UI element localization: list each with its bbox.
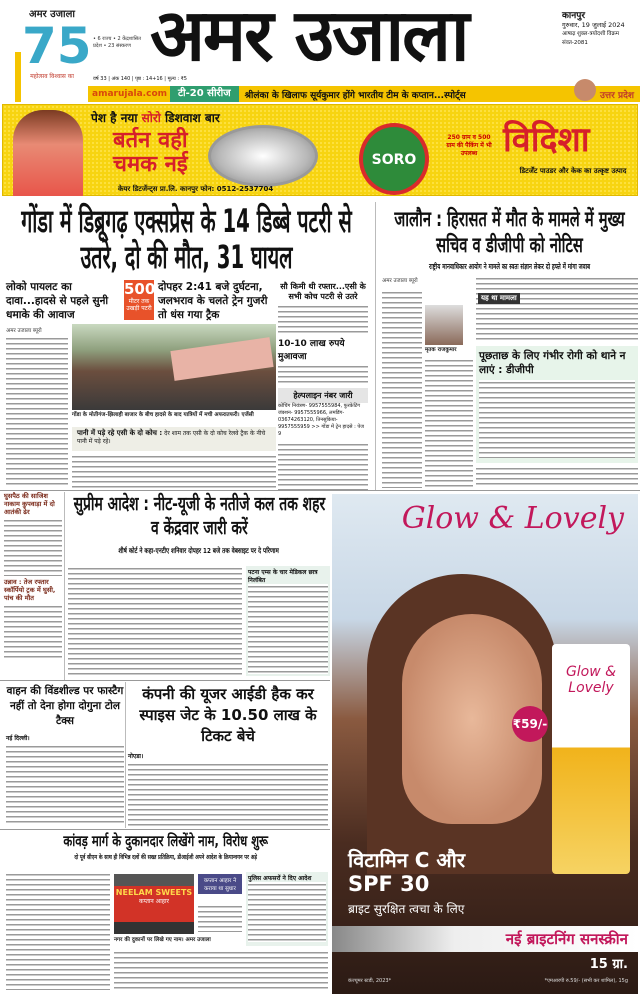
edition-meta (93, 36, 149, 50)
ad-intro: पेश है नया सोरो डिशवाश बार (91, 111, 220, 125)
column-divider (64, 492, 65, 680)
article-body (4, 518, 62, 576)
supreme-headline[interactable]: सुप्रीम आदेश : नीट-यूजी के नतीजे कल तक शहर व केंद्रवार जारी करें (73, 493, 326, 539)
lead-headline[interactable]: गोंडा में डिब्रूगढ़ एक्सप्रेस के 14 डिब्बे पटरी से उतरे, दो की मौत, 31 घायल (21, 202, 352, 276)
article-body (6, 336, 68, 488)
gray-box: पानी में पड़े रहे एसी के दो कोच : देर शाम तक एसी के दो कोच रेलवे ट्रैक के नीचे पानी में पड़े रहे। (72, 427, 276, 451)
issue-meta: वर्ष 33 | अंक 140 | पृष्ठ : 14+16 | मूल्य : ₹5 (93, 76, 187, 82)
article-body (72, 454, 276, 488)
newspaper-title: अमर उजाला (150, 0, 468, 77)
byline: अमर उजाला ब्यूरो (6, 328, 42, 334)
byline: अमर उजाला ब्यूरो (382, 278, 418, 284)
grams-label: 15 ग्रा. (589, 957, 628, 972)
strip-headline[interactable]: श्रीलंका के खिलाफ सूर्यकुमार होंगे भारतीय टीम के कप्तान...स्पोर्ट्स (244, 90, 466, 101)
police-headline[interactable]: पुलिस अफसरों ने दिए आदेश (248, 875, 312, 882)
article-body (6, 872, 110, 990)
sunscreen-band: नई ब्राइटनिंग सनस्क्रीन (332, 926, 638, 952)
ad-contact: केयर डिटर्जेन्ट्स प्रा.लि. कानपुर फोन: 0512-2537704 (118, 185, 274, 193)
fact-box: 500 मीटर तक उखड़ी पटरी (124, 280, 154, 320)
glow-lovely-advertisement (332, 494, 638, 994)
dgp-headline[interactable]: पूछताछ के लिए गंभीर रोगी को थाने न लाएं : डीजीपी (479, 350, 626, 376)
patna-headline[interactable]: पटना एम्स के चार मेडिकल छात्र निलंबित (248, 569, 318, 584)
bright-text: ब्राइट सुरक्षित त्वचा के लिए (348, 902, 465, 916)
fine-print-right: *एमआरपी रु.59/- (सभी कर शामिल), 15g (544, 978, 628, 984)
fastag-headline[interactable]: वाहन की विंडशील्ड पर फास्टैग नहीं तो देना होगा दोगुना टोल टैक्स (6, 685, 124, 727)
fine-print-left: कंज्यूमर स्टडी, 2023* (348, 978, 392, 984)
helpline-list: कोचिंग नियंत्रण- 9957555984, फुरकेटिंग जंक्शन- 9957555966, लमडिंग- 03674263120, तिनसुकिया- 9957555959 >> गोंडा में ट्रेन हादसे : पेज 9 (278, 403, 364, 437)
article-body (68, 566, 242, 678)
accident-photo (72, 324, 276, 410)
brief-headline[interactable]: उन्नाव : तेज रफ्तार स्कॉर्पियो ट्रक में घुसी, पांच की मौत (4, 578, 56, 602)
article-body (128, 762, 328, 826)
strip-tag: टी-20 सीरीज (170, 86, 239, 102)
edition-info (562, 12, 638, 48)
pack-info: 250 ग्राम व 500 ग्राम की पैकिंग में भी उपलब्ध (446, 134, 492, 157)
case-badge: यह था मामला (478, 293, 520, 304)
spicejet-dateline: नोएडा। (128, 753, 144, 760)
article-body (479, 380, 635, 458)
shop-photo: NEELAM SWEETS कप्तान आहार (114, 874, 194, 934)
compensation-heading: 10-10 लाख रुपये मुआवजा (278, 339, 345, 362)
website-link[interactable]: amarujala.com (92, 89, 168, 99)
soro-advertisement (2, 104, 638, 196)
meta-bullets: • 6 राज्य • 2 केंद्रशासित प्रदेश • 23 संस्करण (93, 36, 142, 49)
lead-deck-2: दोपहर 2:41 बजे दुर्घटना, जलभराव के चलते ट्रेन गुजरी तो धंस गया ट्रैक (158, 281, 268, 321)
pot-image (208, 125, 318, 187)
anniversary-logo (22, 6, 92, 98)
player-photo (574, 79, 596, 101)
case-box (476, 276, 638, 342)
section-divider (0, 680, 330, 681)
article-body (382, 290, 422, 488)
logo-brand: अमर उजाला (28, 9, 76, 20)
section-divider (0, 829, 330, 830)
article-body (6, 744, 124, 826)
jalaun-subheadline: राष्ट्रीय मानवाधिकार आयोग ने मामले का स्वतः संज्ञान लेकर दो हफ्ते में मांगा जवाब (429, 262, 591, 271)
supreme-subheadline: शीर्ष कोर्ट ने कहा-एनटीए शनिवार दोपहर 12 बजे तक वेबसाइट पर दे परिणाम (118, 546, 279, 555)
police-box (246, 872, 328, 946)
sidebar-body (278, 304, 368, 334)
vidisha-brand: विदिशा (503, 120, 590, 160)
article-body (425, 358, 473, 488)
photo-caption: नगर की दुकानों पर लिखे गए नाम। अमर उजाला (114, 937, 211, 943)
accent-bar (15, 52, 21, 102)
glow-brand: Glow & Lovely (401, 501, 624, 536)
vidisha-sub: डिटर्जेंट पाउडर और केक का उत्कृष्ट उत्पाद (519, 167, 627, 175)
jalaun-headline[interactable]: जालौन : हिरासत में मौत के मामले में मुख्य सचिव व डीजीपी को नोटिस (394, 207, 625, 257)
article-body (198, 904, 242, 932)
section-divider (0, 490, 640, 491)
logo-number: 75 (22, 17, 92, 75)
victim-caption: मृतक राजकुमार (425, 347, 457, 353)
shop-tag: कप्तान आहार ने कराया था सुधार (198, 874, 242, 894)
kanwar-headline[interactable]: कांवड़ मार्ग के दुकानदार लिखेंगे नाम, विरोध शुरू (63, 832, 269, 850)
brief-column (4, 492, 62, 660)
lead-sidebar (278, 282, 368, 492)
ad-slogan: बर्तन वही चमक नई (113, 128, 188, 177)
photo-caption: गोंडा के मोतीगंज-झिलाही बाजार के बीच हादसे के बाद यात्रियों में मची अफरातफरी। एजेंसी (72, 412, 254, 418)
brief-headline[interactable]: घुसपैठ की साजिश नाकाम कुपवाड़ा में दो आतंकी ढेर (4, 492, 55, 516)
article-body (114, 950, 328, 990)
lead-deck-1: लोको पायलट का दावा...हादसे से पहले सुनी धमाके की आवाज (6, 281, 109, 321)
logo-tagline: महोत्सव विश्वास का (30, 73, 74, 80)
price-badge: ₹59/- (512, 706, 548, 742)
strip-state: उत्तर प्रदेश (600, 90, 634, 101)
article-body (4, 604, 62, 660)
edition-date: गुरुवार, 19 जुलाई 2024 (562, 21, 625, 29)
sidebar-body (278, 364, 368, 386)
soro-product: SORO (359, 123, 429, 195)
spf-text: SPF 30 (348, 872, 430, 896)
patna-box (246, 566, 330, 676)
helpline-heading: हेल्पलाइन नंबर जारी (278, 388, 368, 403)
spicejet-headline[interactable]: कंपनी की यूजर आईडी हैक कर स्पाइस जेट के 10.50 लाख के टिकट बेचे (139, 685, 317, 745)
article-body (476, 466, 638, 488)
edition-city: कानपुर (562, 11, 586, 21)
fastag-dateline: नई दिल्ली। (6, 735, 30, 742)
top-strip (88, 86, 640, 102)
dgp-box (476, 346, 638, 463)
victim-photo (425, 305, 463, 345)
ad-model-image (13, 110, 83, 196)
panchang: आषाढ़ शुक्ल-त्रयोदशी विक्रम संवत-2081 (562, 31, 620, 46)
sidebar-body (278, 442, 368, 492)
column-divider (375, 202, 376, 490)
product-tube: Glow & Lovely (552, 644, 630, 874)
sidebar-title: सौ किमी थी रफ्तार...एसी के सभी कोच पटरी से उतरे (280, 282, 366, 301)
vitamin-text: विटामिन C और (348, 848, 466, 872)
kanwar-subheadline: दो पूर्व सीएम के साथ ही विभिन्न दलों की सख्त प्रतिक्रिया, डीआईजी अपने आदेश के क्रियान्वयन पर अड़े (74, 854, 258, 861)
